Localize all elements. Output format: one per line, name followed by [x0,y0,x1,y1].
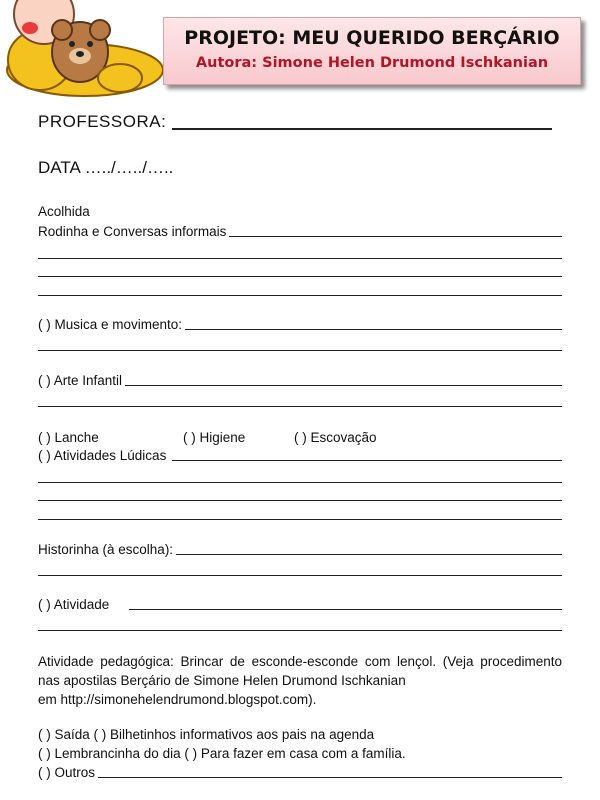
musica-blank[interactable] [185,329,562,330]
page-title: PROJETO: MEU QUERIDO BERÇÁRIO [184,27,560,49]
historinha-label: Historinha (à escolha): [38,542,174,557]
atividade-field[interactable] [38,597,562,612]
author-line: Autora: Simone Helen Drumond Ischkanian [195,55,549,71]
professora-label: PROFESSORA: [38,112,167,131]
ludicas-checkbox-label: ( ) Atividades Lúdicas [38,448,167,463]
lanche-checkbox-label[interactable]: ( ) Lanche [38,430,99,445]
outros-field[interactable] [38,765,562,780]
rodinha-field[interactable] [38,224,562,239]
writing-line[interactable] [38,575,562,576]
writing-line[interactable] [38,406,562,407]
rodinha-label: Rodinha e Conversas informais [38,224,227,239]
musica-checkbox-label: ( ) Musica e movimento: [38,317,183,332]
writing-line[interactable] [38,258,562,259]
higiene-checkbox-label[interactable]: ( ) Higiene [183,430,246,445]
professora-field[interactable] [38,112,552,132]
title-banner [163,17,581,85]
blog-link-text[interactable]: em http://simonehelendrumond.blogspot.com). [38,692,317,707]
pedagogical-activity-paragraph [38,652,562,709]
lembrancinha-options[interactable]: ( ) Lembrancinha do dia ( ) Para fazer em casa com a família. [38,746,406,761]
professora-blank[interactable] [172,128,552,130]
ludicas-blank[interactable] [172,460,562,461]
writing-line[interactable] [38,276,562,277]
atividade-checkbox-label: ( ) Atividade [38,597,110,612]
historinha-blank[interactable] [176,554,562,555]
writing-line[interactable] [38,519,562,520]
arte-field[interactable] [38,373,562,388]
atividade-blank[interactable] [129,609,562,610]
arte-blank[interactable] [125,385,562,386]
outros-checkbox-label: ( ) Outros [38,765,96,780]
historinha-field[interactable] [38,542,562,557]
writing-line[interactable] [38,630,562,631]
escovacao-checkbox-label[interactable]: ( ) Escovação [294,430,377,445]
acolhida-label: Acolhida [38,204,90,219]
writing-line[interactable] [38,500,562,501]
writing-line[interactable] [38,482,562,483]
pedagogical-activity-text: Atividade pedagógica: Brincar de esconde-esconde com lençol. (Veja procedimento nas apostilas Berçário de Simone Helen Drumond Ischkanian [38,654,562,688]
writing-line[interactable] [38,295,562,296]
baby-with-teddy-bear-illustration [0,0,170,100]
rodinha-blank[interactable] [229,236,562,237]
outros-blank[interactable] [98,777,562,778]
arte-checkbox-label: ( ) Arte Infantil [38,373,123,388]
data-field[interactable] [38,158,562,178]
ludicas-field[interactable] [38,448,562,463]
data-label: DATA …../…../….. [38,158,174,177]
writing-line[interactable] [38,350,562,351]
saida-bilhetinhos-options[interactable]: ( ) Saída ( ) Bilhetinhos informativos aos pais na agenda [38,727,375,742]
musica-field[interactable] [38,317,562,332]
